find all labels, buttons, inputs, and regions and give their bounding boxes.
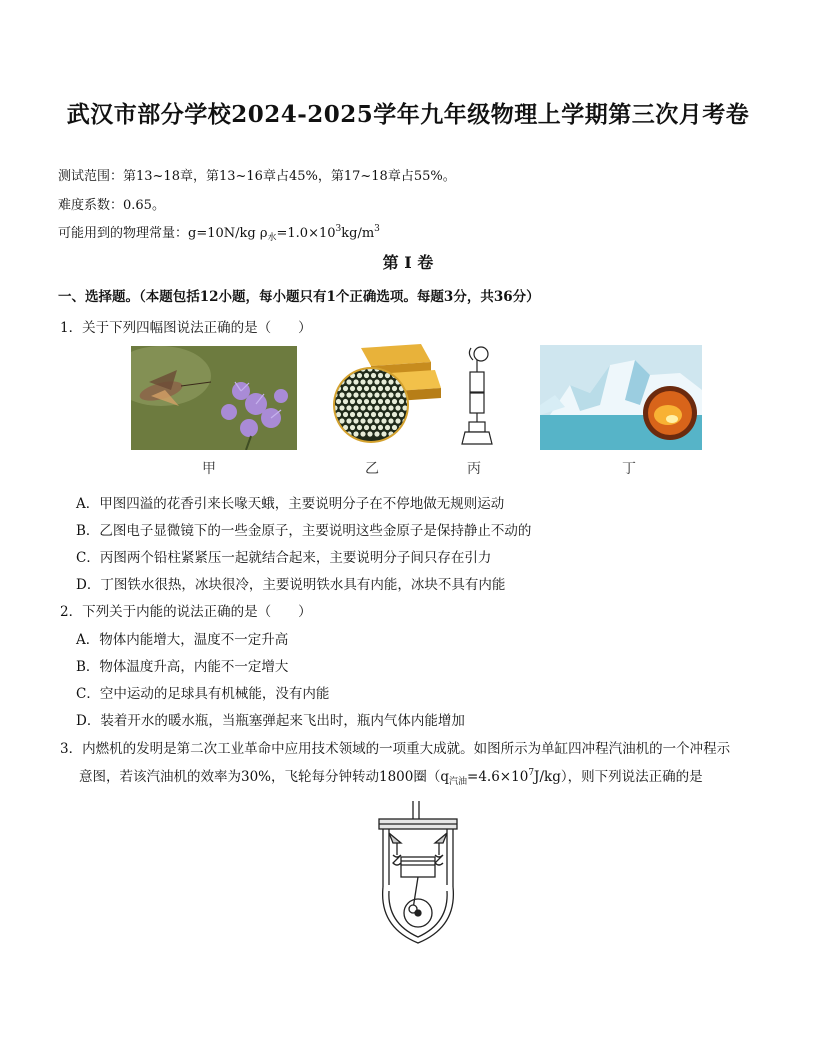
gold-atom	[353, 405, 358, 410]
gold-atom	[346, 405, 351, 410]
gold-atom	[385, 425, 390, 430]
gold-atom	[381, 405, 386, 410]
physical-constants: 可能用到的物理常量：g=10N/kg $\rho_水=1.0\times 10^3kg/m^3$	[58, 224, 380, 243]
gold-atom	[357, 373, 362, 378]
gold-atom	[392, 412, 397, 417]
gold-atom	[406, 425, 411, 430]
gold-atom	[378, 399, 383, 404]
gold-atom	[392, 399, 397, 404]
gold-atom	[381, 431, 386, 436]
q1-option-d: D．丁图铁水很热，冰块很冷，主要说明铁水具有内能，冰块不具有内能	[76, 577, 506, 593]
gold-atom	[371, 373, 376, 378]
gold-atom	[374, 392, 379, 397]
gold-atom	[395, 418, 400, 423]
gold-atom	[346, 379, 351, 384]
gold-atom	[381, 418, 386, 423]
gold-atom	[350, 399, 355, 404]
question-2-stem: 2．下列关于内能的说法正确的是（ ）	[60, 604, 312, 620]
gold-atom	[399, 399, 404, 404]
gold-atom	[402, 431, 407, 436]
gold-atom	[374, 405, 379, 410]
gold-atom	[346, 418, 351, 423]
gold-atom	[332, 366, 337, 371]
test-scope: 测试范围：第13~18章，第13~16章占45%，第17~18章占55%。	[58, 169, 456, 184]
gold-atom	[399, 412, 404, 417]
gold-atom	[360, 405, 365, 410]
question-1-stem: 1．关于下列四幅图说法正确的是（ ）	[60, 320, 312, 336]
gold-atom	[364, 425, 369, 430]
moth-flower-image	[131, 346, 297, 450]
gold-atom	[413, 425, 418, 430]
section-heading: 一、选择题。（本题包括12小题，每小题只有1个正确选项。每题3分，共36分）	[58, 289, 540, 305]
gold-atom	[409, 405, 414, 410]
gold-atom	[392, 425, 397, 430]
page-title: 武汉市部分学校2024-2025学年九年级物理上学期第三次月考卷	[66, 101, 750, 128]
gold-atom	[357, 386, 362, 391]
gold-atom	[374, 379, 379, 384]
gold-atom	[378, 386, 383, 391]
gold-atom	[332, 379, 337, 384]
volume-title: 第 I 卷	[382, 253, 434, 272]
gold-atom	[339, 366, 344, 371]
gold-atom	[350, 386, 355, 391]
gold-atom	[360, 418, 365, 423]
q1-option-a: A．甲图四溢的花香引来长喙天蛾，主要说明分子在不停地做无规则运动	[76, 496, 505, 512]
gold-atom	[343, 399, 348, 404]
iceberg-molten-iron-image	[540, 345, 702, 450]
gold-atom	[367, 418, 372, 423]
image-label-bing: 丙	[467, 461, 481, 477]
image-label-jia: 甲	[202, 461, 216, 477]
gold-atom	[350, 425, 355, 430]
gold-atom	[364, 373, 369, 378]
gold-atom	[371, 386, 376, 391]
q2-option-a: A．物体内能增大，温度不一定升高	[76, 632, 289, 648]
q1-option-c: C．丙图两个铅柱紧紧压一起就结合起来，主要说明分子间只存在引力	[76, 550, 492, 566]
gold-atom	[374, 418, 379, 423]
gold-atom	[357, 425, 362, 430]
gold-atom	[409, 418, 414, 423]
gold-atom	[364, 399, 369, 404]
gold-atom	[350, 412, 355, 417]
q2-option-d: D．装着开水的暖水瓶，当瓶塞弹起来飞出时，瓶内气体内能增加	[76, 713, 465, 729]
image-label-ding: 丁	[622, 461, 636, 477]
gold-atom	[371, 399, 376, 404]
gold-atom	[409, 431, 414, 436]
gold-atom	[346, 366, 351, 371]
gold-atom	[353, 418, 358, 423]
gold-atom	[381, 379, 386, 384]
gold-atom	[360, 392, 365, 397]
gold-atom	[339, 431, 344, 436]
q2-option-c: C．空中运动的足球具有机械能，没有内能	[76, 686, 330, 702]
gold-atom	[364, 386, 369, 391]
gold-atom	[378, 412, 383, 417]
gold-atom	[353, 431, 358, 436]
gold-atom	[367, 405, 372, 410]
q1-option-b: B．乙图电子显微镜下的一些金原子，主要说明这些金原子是保持静止不动的	[76, 523, 532, 539]
gold-atom	[371, 412, 376, 417]
gold-atom	[392, 386, 397, 391]
gold-atom	[413, 412, 418, 417]
gold-atom	[332, 431, 337, 436]
gold-atom	[339, 392, 344, 397]
gold-atom	[378, 373, 383, 378]
engine-stroke-diagram	[373, 797, 463, 947]
gold-atom	[357, 412, 362, 417]
gold-atom	[371, 425, 376, 430]
gold-atom	[381, 392, 386, 397]
gold-atom	[343, 412, 348, 417]
gold-atom	[385, 386, 390, 391]
gold-atom	[395, 392, 400, 397]
difficulty: 难度系数：0.65。	[58, 198, 165, 213]
gold-atom	[388, 379, 393, 384]
gold-atom	[388, 392, 393, 397]
gold-atoms-image	[331, 340, 441, 452]
gold-atom	[378, 425, 383, 430]
gold-atom	[353, 392, 358, 397]
gold-atom	[395, 405, 400, 410]
q2-option-b: B．物体温度升高，内能不一定增大	[76, 659, 289, 675]
gold-atom	[374, 431, 379, 436]
gold-atom	[360, 431, 365, 436]
gold-atom	[343, 386, 348, 391]
gold-atom	[364, 412, 369, 417]
gold-atom	[388, 405, 393, 410]
question-3-stem-line1: 3．内燃机的发明是第二次工业革命中应用技术领域的一项重大成就。如图所示为单缸四冲程汽油机的一个冲程示	[60, 741, 731, 757]
gold-atom	[346, 392, 351, 397]
gold-atom	[336, 373, 341, 378]
gold-atom	[360, 379, 365, 384]
gold-atom	[339, 405, 344, 410]
question-3-stem-line2: 意图，若该汽油机的效率为30%，飞轮每分钟转动1800圈$(q_{汽油}=4.6\times 10^7J/kg)$，则下列说法正确的是	[79, 768, 703, 787]
gold-atom	[385, 412, 390, 417]
lead-cylinders-image	[457, 342, 497, 452]
gold-atom	[367, 431, 372, 436]
image-label-yi: 乙	[365, 461, 379, 477]
gold-atom	[353, 379, 358, 384]
gold-atom	[367, 392, 372, 397]
gold-atom	[388, 418, 393, 423]
gold-atom	[357, 399, 362, 404]
gold-atom	[385, 399, 390, 404]
gold-atom	[367, 379, 372, 384]
gold-atom	[336, 399, 341, 404]
gold-atom	[339, 418, 344, 423]
